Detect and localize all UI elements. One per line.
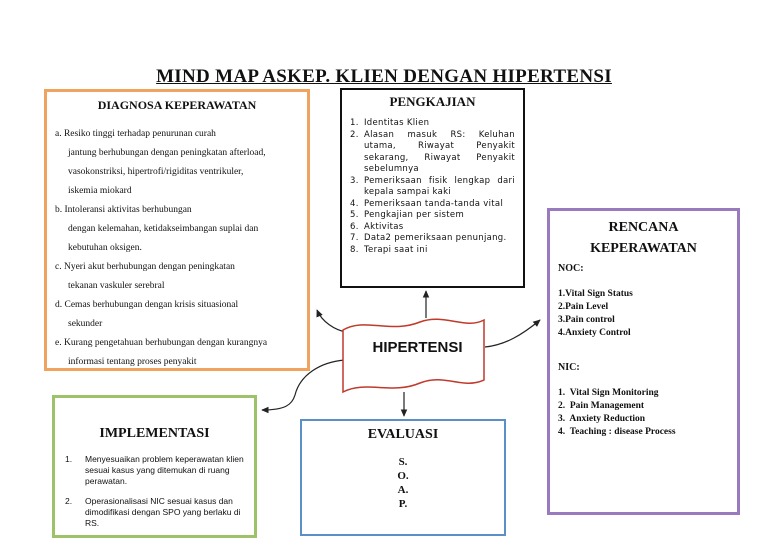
list-item: 5. Pengkajian per sistem [350,210,465,220]
center-topic: HIPERTENSI [372,339,463,356]
list-item: 4. Teaching : disease Process [558,427,676,437]
soap-list [312,455,494,511]
diagnosa-box [44,89,310,371]
nic-list [558,387,729,439]
list-item: 1. Menyesuaikan problem keperawatan klien sesuai kasus yang ditemukan di ruang perawatan. [65,454,244,486]
rencana-heading-line2: KEPERAWATAN [590,241,697,256]
list-item: 2. Operasionalisasi NIC sesuai kasus dan dimodifikasi dengan SPO yang berlaku di RS. [65,496,241,528]
list-item: 3.Pain control [558,315,615,325]
implementasi-heading: IMPLEMENTASI [99,426,210,441]
page-title: MIND MAP ASKEP. KLIEN DENGAN HIPERTENSI [156,66,612,87]
list-item: 6. Aktivitas [350,221,404,232]
implementasi-list [65,454,244,529]
list-item: 3. Pemeriksaan fisik lengkap dari kepala sampai kaki [350,175,515,197]
implementasi-box [52,395,257,538]
list-item: 2. Alasan masuk RS: Keluhan utama, Riwayat Penyakit sekarang, Riwayat Penyakit sebelumnya [350,129,515,174]
list-item: c. Nyeri akut berhubungan dengan peningkatan tekanan vaskuler serebral [55,262,235,291]
list-item: a. Resiko tinggi terhadap penurunan curah jantung berhubungan dengan peningkatan afterload, vasokonstriksi, hipertrofi/rigiditas ventrikuler, iskemia miokard [55,129,266,196]
arrow-to-diagnosa [317,310,346,332]
list-item: 2. Pain Management [558,401,645,411]
list-item: 4. Pemeriksaan tanda-tanda vital [350,198,504,209]
list-item: 4.Anxiety Control [558,328,631,338]
list-item: d. Cemas berhubungan dengan krisis situasional sekunder [55,300,239,329]
diagnosa-list [55,125,299,372]
list-item: 7. Data2 pemeriksaan penunjang. [350,233,507,243]
list-item: b. Intoleransi aktivitas berhubungan dengan kelemahan, ketidakseimbangan suplai dan kebutuhan oksigen. [55,205,259,253]
evaluasi-box [300,419,506,536]
list-item: O. [397,470,409,482]
noc-label: NOC: [558,263,584,274]
pengkajian-list [350,118,515,256]
list-item: 1. Identitas Klien [350,118,430,128]
list-item: P. [398,498,408,510]
list-item: 1. Vital Sign Monitoring [558,388,659,398]
arrow-to-rencana [485,320,540,347]
list-item: 8. Terapi saat ini [350,244,428,255]
rencana-heading-line1: RENCANA [608,220,679,235]
list-item: 2.Pain Level [558,302,609,312]
evaluasi-heading: EVALUASI [367,427,439,442]
list-item: S. [398,456,408,468]
list-item: e. Kurang pengetahuan berhubungan dengan kurangnya informasi tentang proses penyakit [55,338,268,367]
diagnosa-heading: DIAGNOSA KEPERAWATAN [97,98,257,112]
nic-label: NIC: [558,362,580,373]
noc-list [558,288,729,340]
pengkajian-box [340,88,525,288]
rencana-box [547,208,740,515]
list-item: A. [397,484,409,496]
list-item: 3. Anxiety Reduction [558,414,646,424]
list-item: 1.Vital Sign Status [558,289,633,299]
pengkajian-heading: PENGKAJIAN [389,94,476,109]
